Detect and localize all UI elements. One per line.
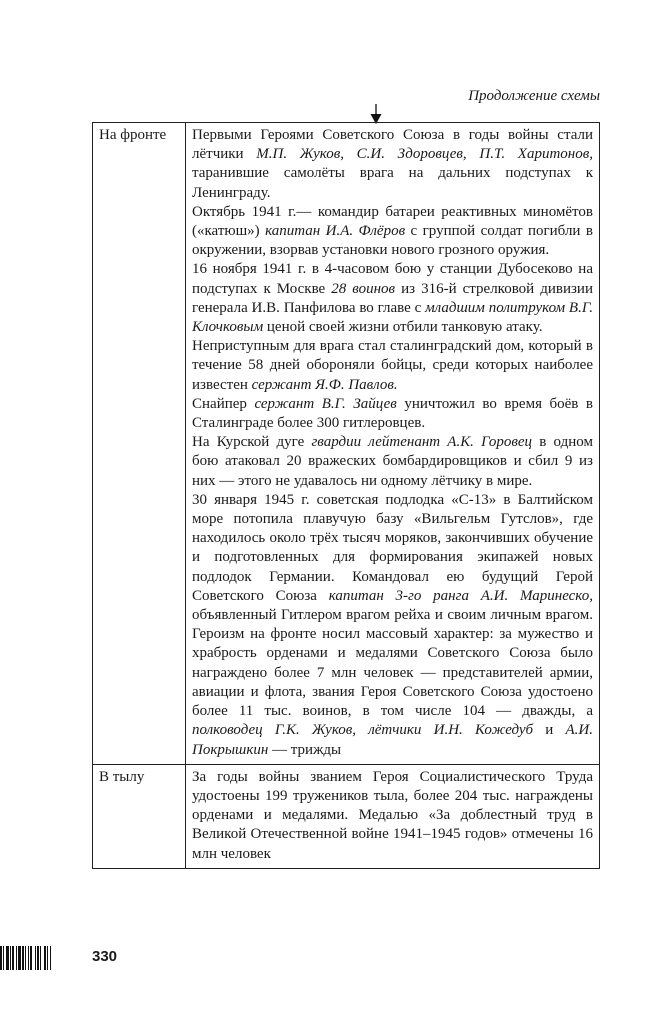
text-segment: — трижды bbox=[268, 741, 342, 758]
text-segment: и bbox=[533, 722, 566, 739]
row-label: На фронте bbox=[93, 123, 186, 765]
page-number: 330 bbox=[92, 948, 118, 965]
text-segment: ценой своей жизни отбили танковую атаку. bbox=[263, 319, 543, 336]
paragraph bbox=[192, 395, 593, 433]
paragraph bbox=[192, 491, 593, 760]
page-footer bbox=[0, 946, 130, 970]
text-segment: Неприступным для врага стал сталинградский дом, который в течение 58 дней обороняли бойцы, среди которых наиболее известен bbox=[192, 338, 593, 393]
scheme-table bbox=[92, 122, 600, 869]
text-segment: с группой солдат погибли в окружении, взорвав установки нового грозного оружия. bbox=[192, 223, 593, 259]
paragraph bbox=[192, 433, 593, 491]
paragraph bbox=[192, 203, 593, 261]
text-segment: За годы войны званием Героя Социалистического Труда удостоены 199 тружеников тыла, более 204 тыс. награждены орденами и медалями. Медалью «За доблестный труд в Великой Отечественной войне 1941–1945 годов» отмечены 16 млн человек bbox=[192, 768, 593, 862]
text-segment: Снайпер bbox=[192, 395, 255, 412]
text-segment: Октябрь 1941 г.— командир батареи реактивных миномётов («катюш») bbox=[192, 203, 593, 240]
text-segment: объявленный Гитлером врагом рейха и своим личным врагом. Героизм на фронте носил массовый характер: за мужество и храбрость орденами и медалями Советского Союза было награждено более 7 млн человек — представителей армии, авиации и флота, звания Героя Советского Союза удостоено более 11 тыс. воинов, в том числе 104 — дважды, а bbox=[192, 607, 593, 720]
barcode-decoration bbox=[0, 946, 78, 970]
paragraph bbox=[192, 337, 593, 395]
table-row bbox=[93, 123, 600, 765]
text-segment: таранившие самолёты врага на дальних подступах к Ленинграду. bbox=[192, 165, 593, 201]
text-segment: из 316-й стрелковой дивизии генерала И.В. Панфилова во главе с bbox=[192, 280, 593, 316]
paragraph bbox=[192, 260, 593, 337]
continuation-label: Продолжение схемы bbox=[468, 88, 600, 104]
italic-text: полководец Г.К. Жуков, лётчики И.Н. Кожедуб bbox=[192, 722, 534, 739]
row-text bbox=[186, 764, 600, 868]
text-segment: 30 января 1945 г. советская подлодка «С-13» в Балтийском море потопила плавучую базу «Вильгельм Гутслов», где находилось около трёх тысяч моряков, закончивших обучение и подготовленных для формирования экипажей новых подлодок Германии. Командовал ею будущий Герой Советского Союза bbox=[192, 491, 593, 604]
text-segment: в одном бою атаковал 20 вражеских бомбардировщиков и сбил 9 из них — этого не удавалось ни одному лётчику в мире. bbox=[192, 434, 593, 489]
table-row bbox=[93, 764, 600, 868]
paragraph bbox=[192, 768, 593, 864]
text-segment: Первыми Героями Советского Союза в годы войны стали лётчики bbox=[192, 127, 593, 163]
text-segment: На Курской дуге bbox=[192, 434, 312, 451]
italic-text: сержант В.Г. Зайцев bbox=[254, 395, 397, 412]
italic-text: А.И. Покрышкин bbox=[192, 722, 593, 758]
italic-text: М.П. Жуков, С.И. Здоровцев, П.Т. Харитонов, bbox=[256, 146, 593, 163]
down-arrow-icon bbox=[369, 104, 383, 124]
row-label: В тылу bbox=[93, 764, 186, 868]
row-text bbox=[186, 123, 600, 765]
italic-text: младшим политруком В.Г. Клочковым bbox=[192, 299, 593, 336]
italic-text: капитан 3-го ранга А.И. Маринеско, bbox=[328, 587, 594, 604]
paragraph bbox=[192, 126, 593, 203]
italic-text: гвардии лейтенант А.К. Горовец bbox=[311, 434, 533, 451]
italic-text: 28 воинов bbox=[331, 280, 396, 297]
text-segment: 16 ноября 1941 г. в 4-часовом бою у станции Дубосеково на подступах к Москве bbox=[192, 261, 593, 297]
italic-text: сержант Я.Ф. Павлов. bbox=[251, 376, 398, 393]
text-segment: уничтожил во время боёв в Сталинграде более 300 гитлеровцев. bbox=[192, 395, 593, 432]
italic-text: капитан И.А. Флёров bbox=[265, 223, 406, 240]
